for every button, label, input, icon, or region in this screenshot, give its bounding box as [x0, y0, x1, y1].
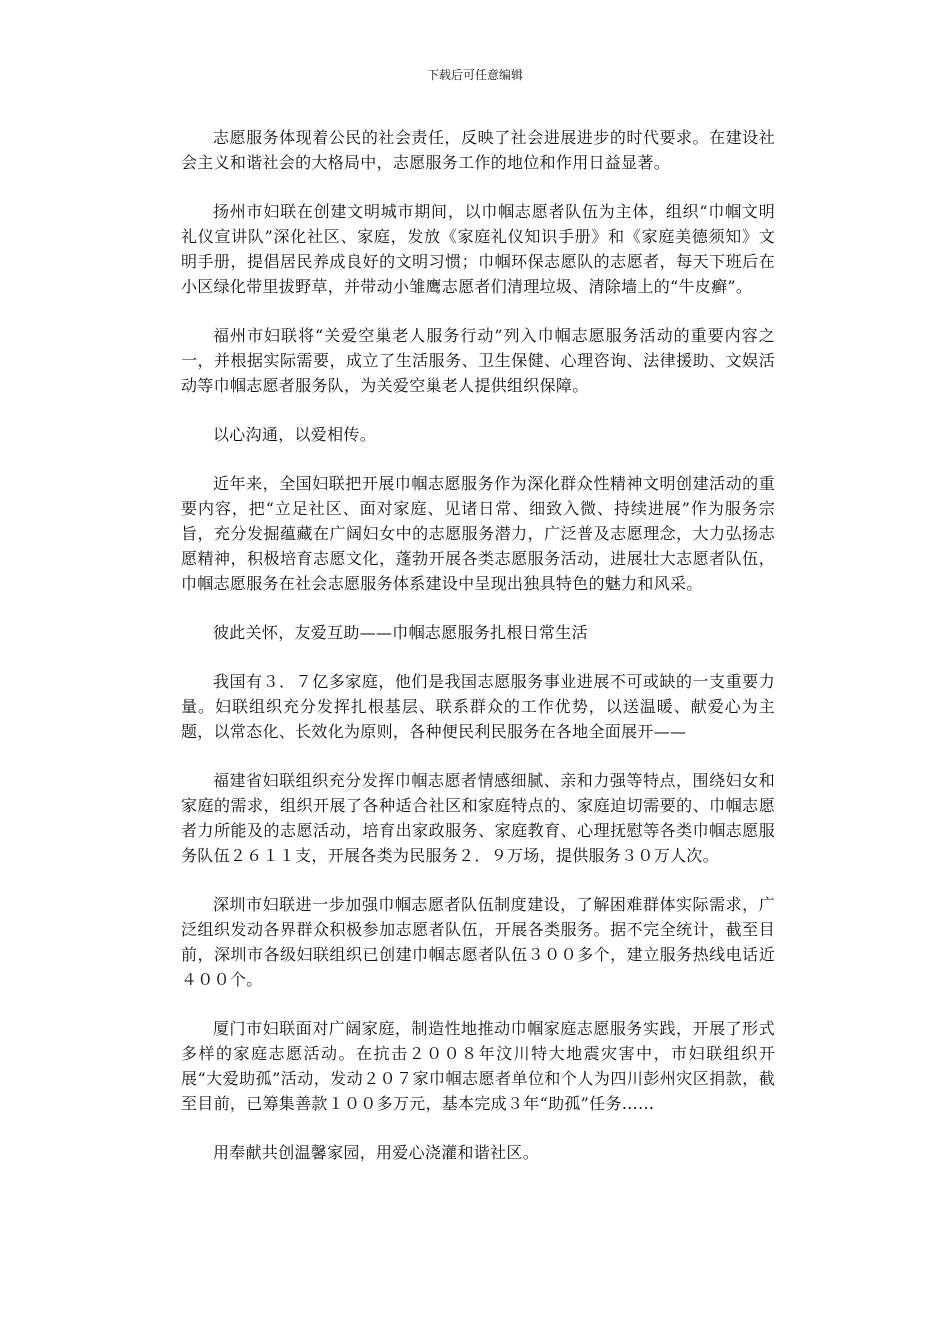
paragraph-1: 志愿服务体现着公民的社会责任，反映了社会进展进步的时代要求。在建设社会主义和谐社会的大格局中，志愿服务工作的地位和作用日益显著。 [181, 128, 775, 172]
paragraph-2: 扬州市妇联在创建文明城市期间，以巾帼志愿者队伍为主体，组织“巾帼文明礼仪宣讲队”深化社区、家庭，发放《家庭礼仪知识手册》和《家庭美德须知》文明手册，提倡居民养成良好的文明习惯；巾帼环保志愿队的志愿者，每天下班后在小区绿化带里拔野草，并带动小雏鹰志愿者们清理垃圾、清除墙上的“牛皮癣”。 [181, 202, 775, 296]
paragraph-8: 福建省妇联组织充分发挥巾帼志愿者情感细腻、亲和力强等特点，围绕妇女和家庭的需求，组织开展了各种适合社区和家庭特点的、家庭迫切需要的、巾帼志愿者力所能及的志愿活动，培育出家政服务、家庭教育、心理抚慰等各类巾帼志愿服务队伍２６１１支，开展各类为民服务２．９万场，提供服务３０万人次。 [181, 771, 775, 865]
paragraph-10: 厦门市妇联面对广阔家庭，制造性地推动巾帼家庭志愿服务实践，开展了形式多样的家庭志愿活动。在抗击２００８年汶川特大地震灾害中，市妇联组织开展“大爱助孤”活动，发动２０７家巾帼志愿者单位和个人为四川彭州灾区捐款，截至目前，已筹集善款１００多万元，基本完成３年“助孤”任务…… [181, 1019, 775, 1113]
paragraph-4: 以心沟通，以爱相传。 [213, 425, 377, 444]
paragraph-11: 用奉献共创温馨家园，用爱心浇灌和谐社区。 [213, 1143, 540, 1162]
paragraph-9: 深圳市妇联进一步加强巾帼志愿者队伍制度建设，了解困难群体实际需求，广泛组织发动各界群众积极参加志愿者队伍，开展各类服务。据不完全统计，截至目前，深圳市各级妇联组织已创建巾帼志愿者队伍３００多个，建立服务热线电话近４００个。 [181, 895, 775, 989]
paragraph-3: 福州市妇联将“关爱空巢老人服务行动”列入巾帼志愿服务活动的重要内容之一，并根据实际需要，成立了生活服务、卫生保健、心理咨询、法律援助、文娱活动等巾帼志愿者服务队，为关爱空巢老人提供组织保障。 [181, 326, 775, 395]
page-header: 下载后可任意编辑 [426, 68, 523, 82]
document-body [181, 125, 775, 1189]
paragraph-7: 我国有３．７亿多家庭，他们是我国志愿服务事业进展不可或缺的一支重要力量。妇联组织充分发挥扎根基层、联系群众的工作优势，以送温暖、献爱心为主题，以常态化、长效化为原则，各种便民利民服务在各地全面展开—— [181, 672, 775, 741]
paragraph-5: 近年来，全国妇联把开展巾帼志愿服务作为深化群众性精神文明创建活动的重要内容，把“立足社区、面对家庭、见诸日常、细致入微、持续进展”作为服务宗旨，充分发掘蕴藏在广阔妇女中的志愿服务潜力，广泛普及志愿理念，大力弘扬志愿精神，积极培育志愿文化，蓬勃开展各类志愿服务活动，进展壮大志愿者队伍，巾帼志愿服务在社会志愿服务体系建设中呈现出独具特色的魅力和风采。 [181, 474, 775, 593]
section-heading: 彼此关怀，友爱互助——巾帼志愿服务扎根日常生活 [213, 623, 588, 642]
